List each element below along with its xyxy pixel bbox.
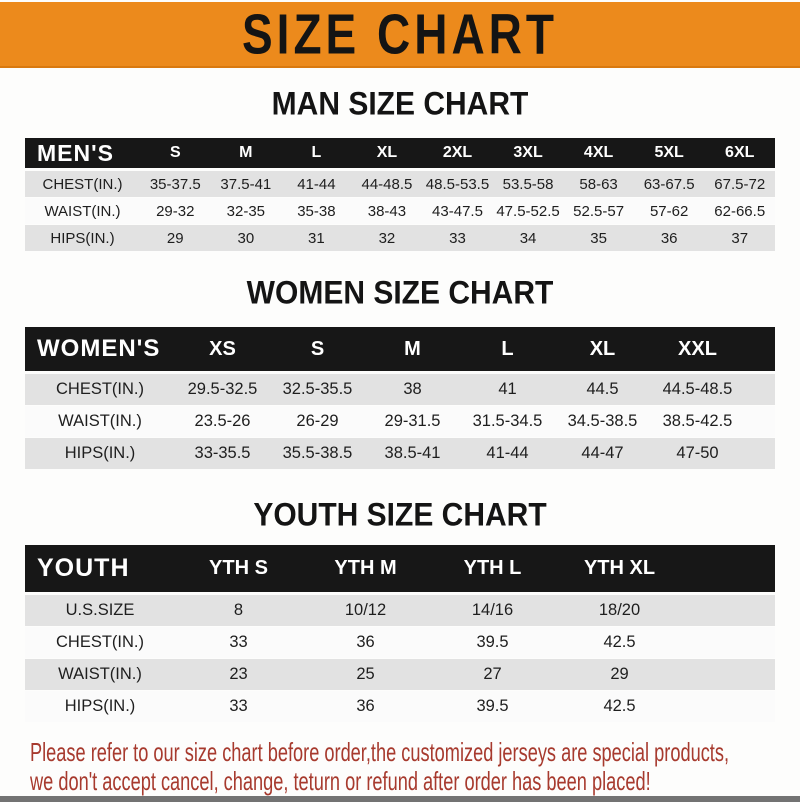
table-row [25,225,775,251]
table-cell: 41 [498,380,517,398]
table-cell: 25 [356,665,375,683]
womens-size-table [25,327,775,469]
table-cell: 57-62 [649,202,689,220]
table-cell: 35.5-38.5 [282,444,353,462]
table-cell: 44.5-48.5 [662,380,733,398]
table-cell: 37.5-41 [220,175,272,193]
size-chart-banner [0,2,800,68]
row-label: CHEST(IN.) [56,380,144,398]
table-cell: 36 [660,229,678,247]
table-cell: 14/16 [471,601,514,619]
table-cell: 52.5-57 [573,202,625,220]
table-cell: 33 [229,697,248,715]
table-cell: 35-37.5 [149,175,201,193]
table-cell: 37 [731,229,749,247]
table-cell: 36 [356,697,375,715]
table-cell: 31 [308,229,325,247]
table-cell: 42.5 [603,633,636,651]
table-cell: 29 [610,665,629,683]
table-cell: 29 [166,229,184,247]
row-label: WAIST(IN.) [58,412,142,430]
table-cell: 33-35.5 [194,444,251,462]
column-header: L [501,337,514,360]
table-cell: 29.5-32.5 [187,380,258,398]
table-cell: 33 [229,633,248,651]
column-header: M [239,144,253,161]
table-cell: 29-31.5 [384,412,441,430]
column-header: S [310,337,325,360]
table-cell: 35 [590,229,607,247]
table-cell: 18/20 [598,601,641,619]
table-cell: 44-48.5 [361,175,413,193]
row-label: HIPS(IN.) [64,697,136,715]
column-header: YTH M [334,557,397,579]
column-header: M [404,337,421,360]
row-label: CHEST(IN.) [42,175,123,193]
table-cell: 36 [356,633,375,651]
column-header: XL [589,337,616,360]
table-cell: 48.5-53.5 [425,175,490,193]
table-cell: 8 [233,601,244,619]
table-cell: 23 [229,665,248,683]
womens-table-header-row [25,327,775,371]
table-cell: 67.5-72 [714,175,766,193]
table-cell: 10/12 [344,601,387,619]
table-cell: 53.5-58 [502,175,554,193]
table-cell: 47-50 [676,444,719,462]
table-cell: 32 [378,229,396,247]
column-header: S [169,144,181,161]
column-header: YTH XL [583,557,656,579]
column-header: XL [376,144,398,161]
table-cell: 35-38 [297,202,336,220]
table-row [25,406,775,437]
mens-size-table [25,138,775,251]
table-cell: 32.5-35.5 [282,380,353,398]
table-cell: 39.5 [476,633,509,651]
table-row [25,691,775,722]
table-cell: 41-44 [297,175,336,193]
table-cell: 44-47 [581,444,624,462]
table-cell: 39.5 [476,697,509,715]
row-label: HIPS(IN.) [64,444,136,462]
table-row [25,198,775,224]
column-header: 3XL [513,144,543,161]
row-label: WAIST(IN.) [44,202,121,220]
mens-table-title: MEN'S [37,139,114,166]
column-header: XS [209,337,236,360]
column-header: 5XL [654,144,684,161]
banner-title: SIZE CHART [242,2,558,66]
table-cell: 38.5-42.5 [662,412,733,430]
table-cell: 33 [449,229,466,247]
table-cell: 38-43 [367,202,407,220]
table-row [25,595,775,626]
table-row [25,374,775,405]
column-header: YTH L [463,557,522,579]
table-row [25,659,775,690]
table-cell: 43-47.5 [432,202,483,220]
mens-section-heading: MAN SIZE CHART [271,86,529,123]
table-row [25,438,775,469]
table-cell: 41-44 [486,444,529,462]
table-cell: 34 [519,229,537,247]
column-header: YTH S [209,557,268,579]
column-header: L [311,144,322,161]
table-cell: 32-35 [226,202,266,220]
footer-note-line-2: we don't accept cancel, change, teturn or refund after order has been placed! [30,766,651,796]
table-row [25,627,775,658]
table-cell: 30 [237,229,255,247]
womens-table-title: WOMEN'S [37,335,161,362]
row-label: HIPS(IN.) [50,229,115,247]
column-header: 6XL [725,144,755,161]
column-header: 2XL [442,144,473,161]
youth-table-header-row [25,545,775,592]
table-cell: 62-66.5 [714,202,766,220]
row-label: U.S.SIZE [65,601,135,619]
youth-table-title: YOUTH [37,554,130,582]
table-cell: 23.5-26 [194,412,251,430]
table-cell: 58-63 [579,175,618,193]
bottom-edge-bar [0,796,800,802]
row-label: CHEST(IN.) [56,633,144,651]
footer-note-line-1: Please refer to our size chart before order,the customized jerseys are special products, [30,737,730,767]
table-row [25,171,775,197]
table-cell: 47.5-52.5 [496,202,560,220]
mens-table-header-row [25,138,775,168]
table-cell: 34.5-38.5 [567,412,638,430]
footer-note [30,738,800,796]
table-cell: 38.5-41 [384,444,441,462]
table-cell: 26-29 [296,412,339,430]
table-cell: 63-67.5 [643,175,695,193]
table-cell: 44.5 [586,380,619,398]
youth-section-heading: YOUTH SIZE CHART [253,497,547,534]
womens-section-heading: WOMEN SIZE CHART [246,275,554,312]
column-header: XXL [678,337,717,360]
table-cell: 42.5 [603,697,636,715]
row-label: WAIST(IN.) [58,665,142,683]
table-cell: 38 [403,380,422,398]
table-cell: 27 [483,665,502,683]
youth-size-table [25,545,775,722]
column-header: 4XL [583,144,614,161]
table-cell: 31.5-34.5 [472,412,543,430]
table-cell: 29-32 [156,202,195,220]
